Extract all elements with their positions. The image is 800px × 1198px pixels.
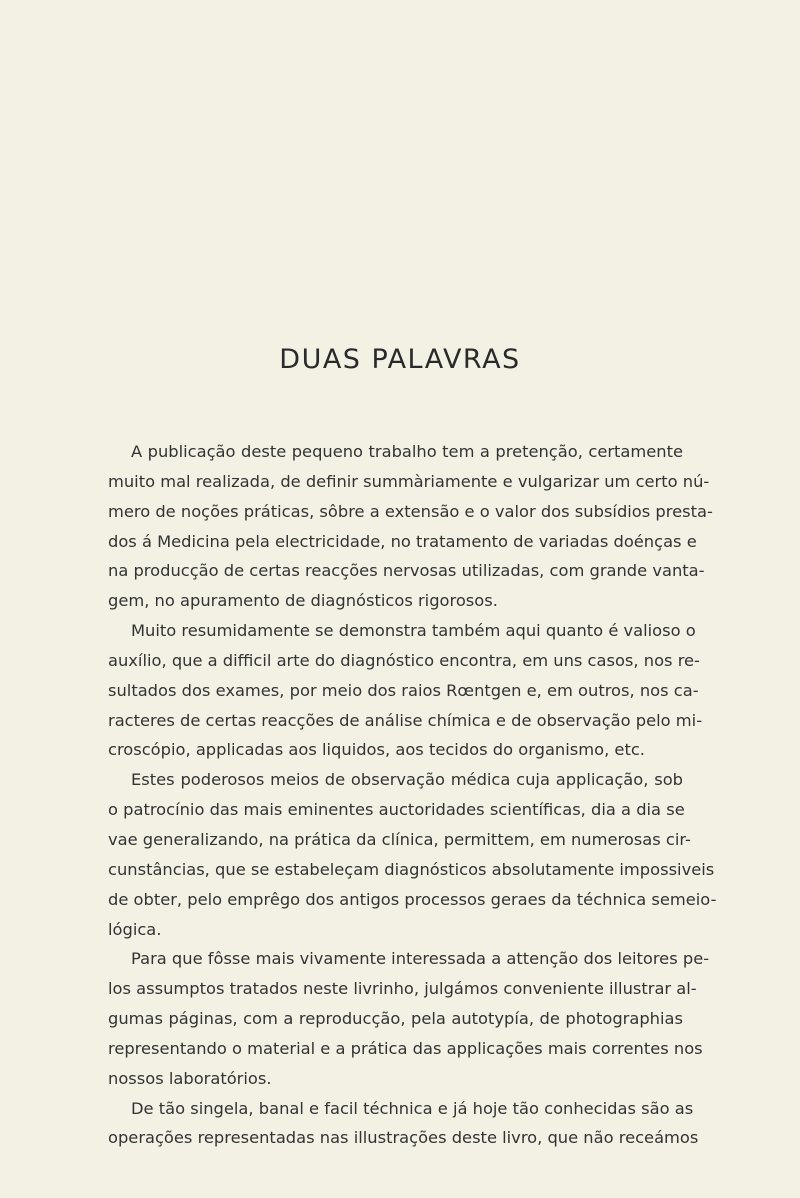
text-line: na producção de certas reacções nervosas utilizadas, com grande vanta- — [108, 561, 705, 581]
text-line: de obter, pelo emprêgo dos antigos processos geraes da téchnica semeio- — [108, 889, 717, 909]
text-line: Estes poderosos meios de observação médica cuja applicação, sob — [131, 770, 683, 790]
text-line: o patrocínio das mais eminentes auctoridades scientíficas, dia a dia se — [108, 800, 685, 820]
text-line: auxílio, que a difficil arte do diagnóstico encontra, em uns casos, nos re- — [108, 650, 700, 670]
text-line: gumas páginas, com a reproducção, pela autotypía, de photographias — [108, 1009, 683, 1029]
body-text — [108, 437, 717, 1153]
paragraph-2 — [108, 616, 703, 765]
text-line: Muito resumidamente se demonstra também aqui quanto é valioso o — [131, 621, 696, 641]
text-line: racteres de certas reacções de análise chímica e de observação pelo mi- — [108, 710, 703, 730]
text-line: Para que fôsse mais vivamente interessada a attenção dos leitores pe- — [131, 949, 710, 969]
text-line: A publicação deste pequeno trabalho tem a pretenção, certamente — [131, 442, 683, 461]
paragraph-5 — [108, 1094, 699, 1154]
paragraph-4 — [108, 944, 710, 1093]
text-line: nossos laboratórios. — [108, 1068, 272, 1088]
text-line: mero de noções práticas, sôbre a extensão e o valor dos subsídios presta- — [108, 501, 713, 521]
text-line: los assumptos tratados neste livrinho, julgámos conveniente illustrar al- — [108, 979, 697, 999]
text-line: cunstâncias, que se estabeleçam diagnósticos absolutamente impossiveis — [108, 859, 715, 879]
text-line: vae generalizando, na prática da clínica, permittem, em numerosas cir- — [108, 829, 691, 849]
text-line: croscópio, applicadas aos liquidos, aos tecidos do organismo, etc. — [108, 740, 645, 760]
page-title: DUAS PALAVRAS — [279, 344, 521, 375]
text-line: representando o material e a prática das applicações mais correntes nos — [108, 1038, 703, 1058]
paragraph-3 — [108, 765, 717, 944]
text-line: lógica. — [108, 919, 162, 939]
text-line: sultados dos exames, por meio dos raios Rœntgen e, em outros, nos ca- — [108, 680, 699, 700]
text-line: operações representadas nas illustrações deste livro, que não receámos — [108, 1128, 699, 1148]
text-line: muito mal realizada, de definir summàriamente e vulgarizar um certo nú- — [108, 471, 710, 491]
text-line: gem, no apuramento de diagnósticos rigorosos. — [108, 591, 498, 611]
text-line: De tão singela, banal e facil téchnica e já hoje tão conhecidas são as — [131, 1098, 694, 1118]
text-line: dos á Medicina pela electricidade, no tratamento de variadas doénças e — [108, 531, 697, 551]
paragraph-1 — [108, 437, 713, 616]
